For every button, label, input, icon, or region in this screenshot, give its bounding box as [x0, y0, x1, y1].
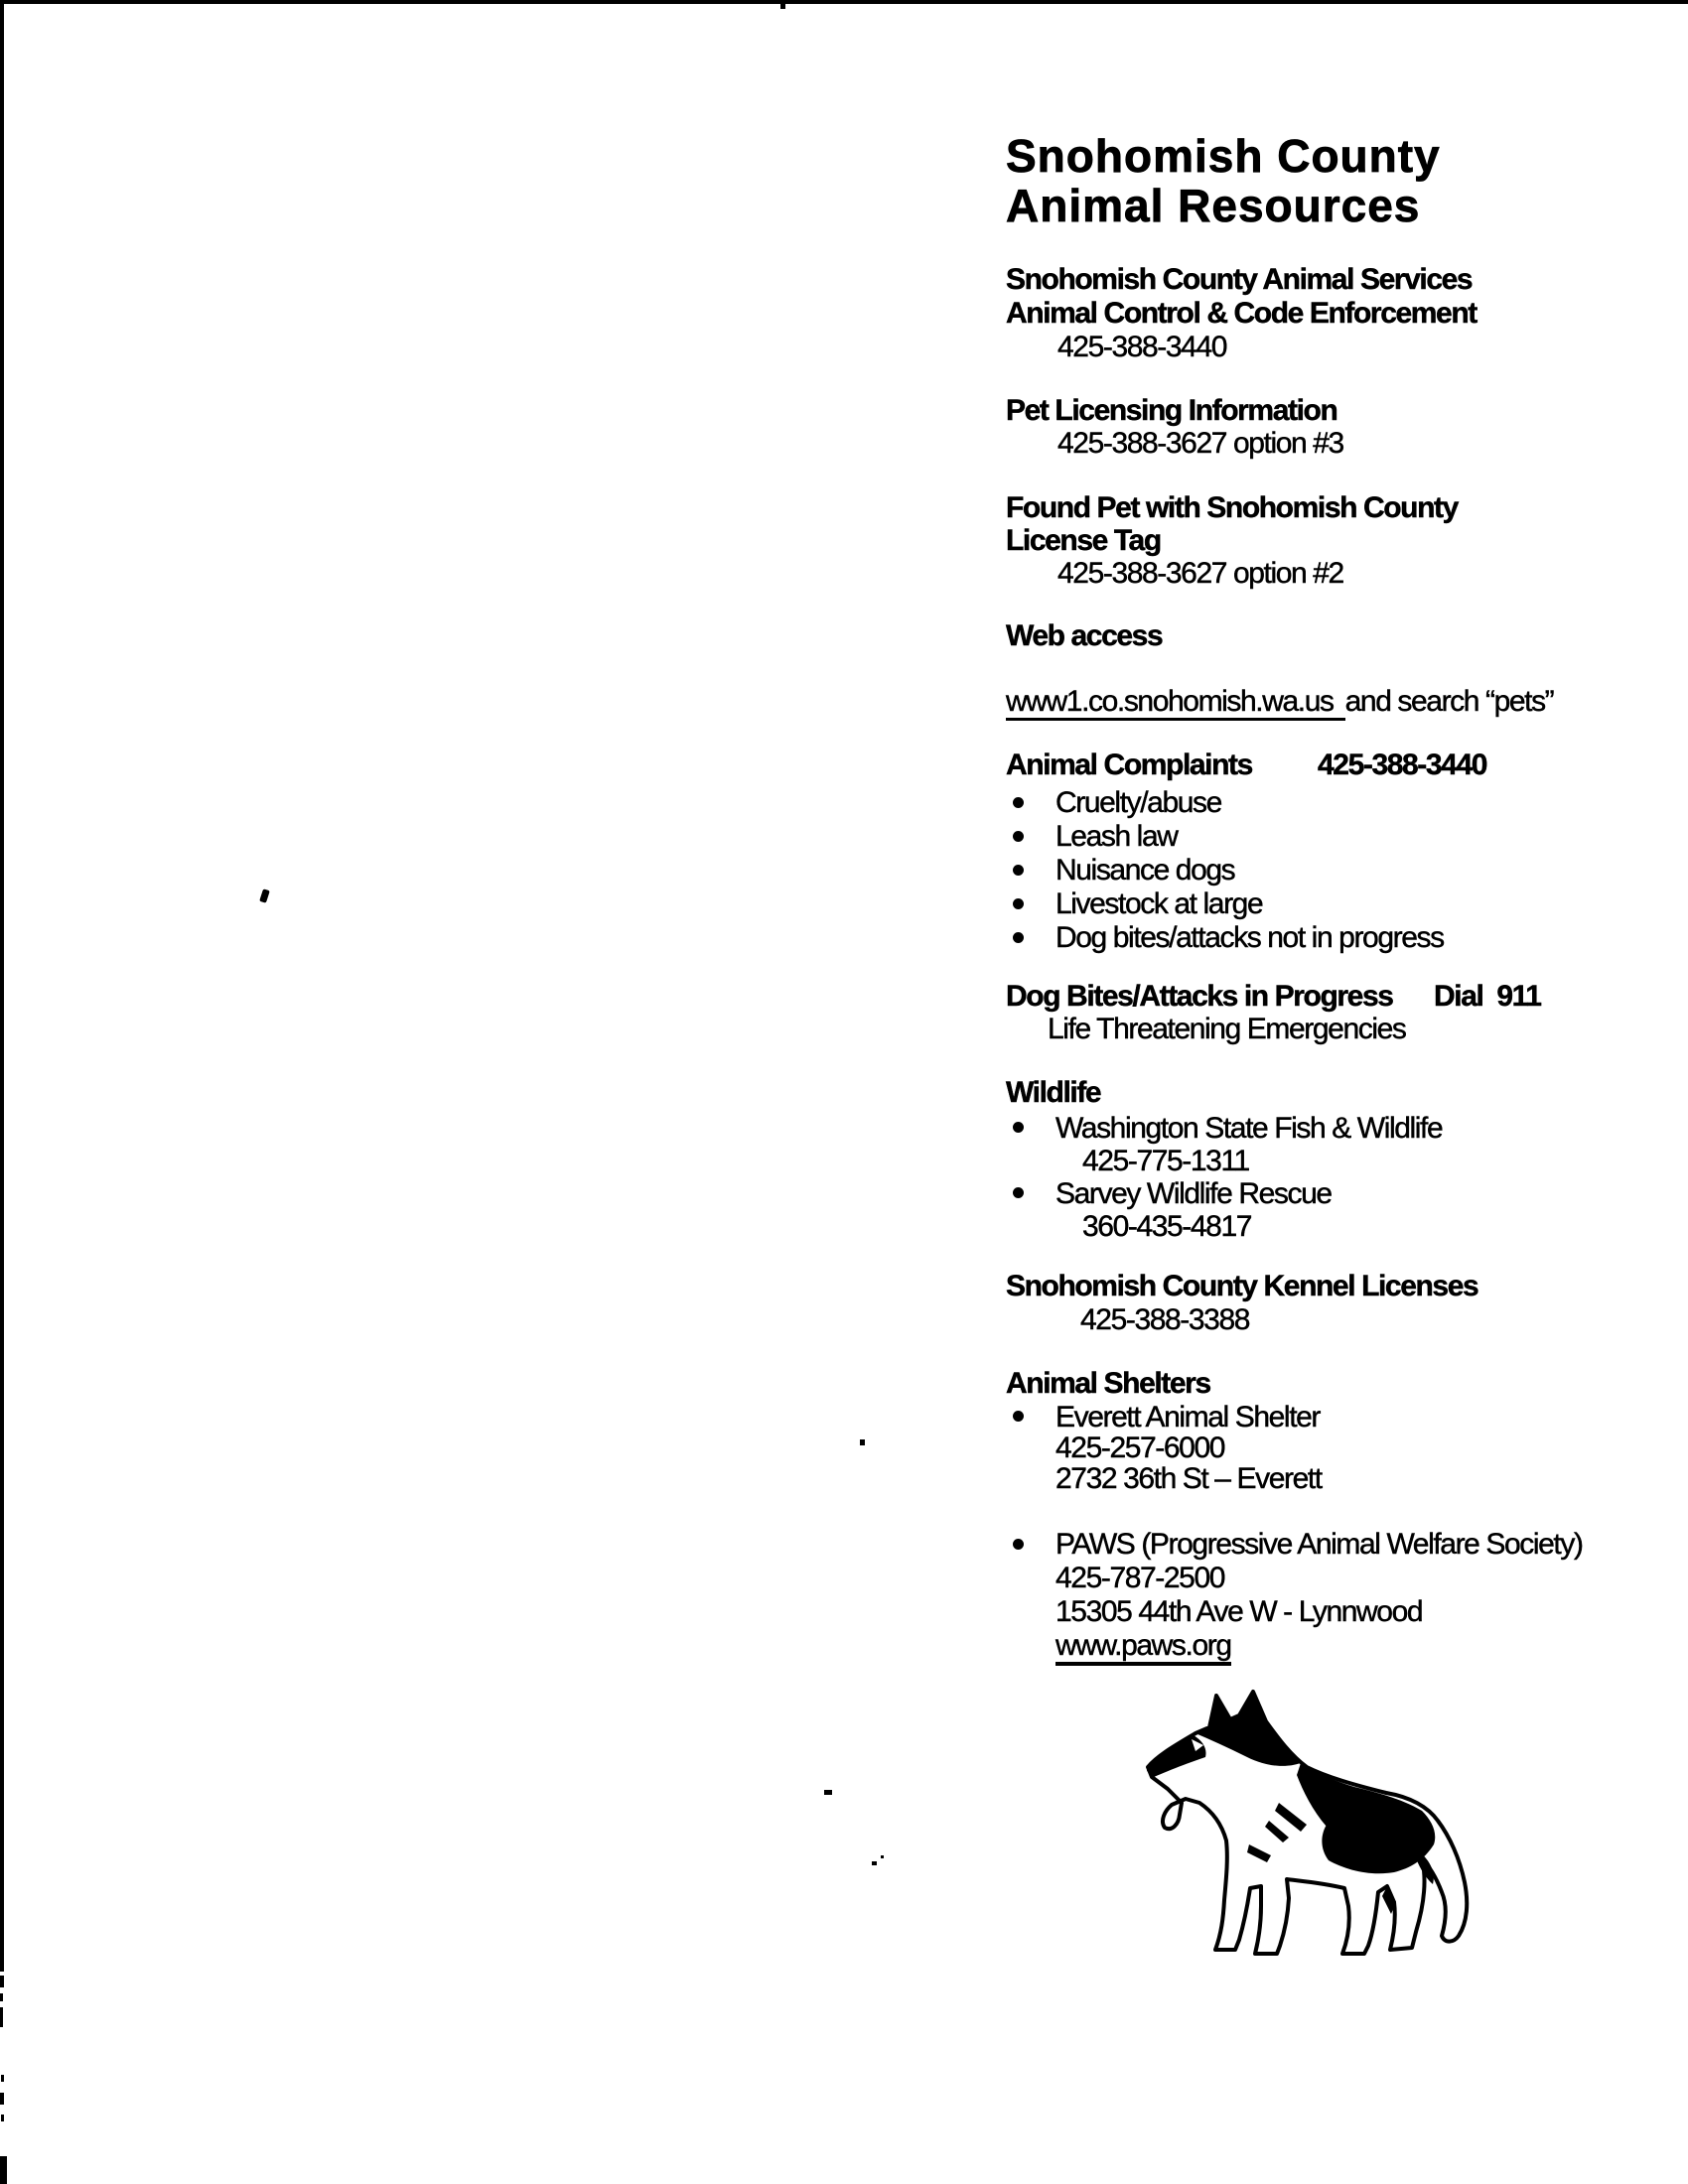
- list-item: [1006, 1177, 1621, 1210]
- animal-services-line1: Snohomish County Animal Services: [1006, 263, 1473, 296]
- list-item-label: Cruelty/abuse: [1055, 786, 1221, 819]
- scan-speck: [872, 1861, 877, 1865]
- web-access-suffix: and search “pets”: [1344, 685, 1554, 718]
- scan-edge-top: [0, 0, 1688, 4]
- scan-speck: [881, 1855, 884, 1858]
- list-item: [1006, 1402, 1621, 1433]
- scan-speck: [0, 2156, 7, 2184]
- section-found-pet: [1006, 491, 1621, 590]
- section-dog-bites: [1006, 980, 1621, 1045]
- scan-speck: [0, 1976, 4, 1987]
- list-item-label: Livestock at large: [1055, 887, 1263, 920]
- list-item: [1006, 1528, 1621, 1562]
- list-item: [1006, 820, 1621, 854]
- list-item-label: Dog bites/attacks not in progress: [1055, 921, 1444, 954]
- shelter-name: Everett Animal Shelter: [1055, 1401, 1321, 1433]
- bullet-icon: [1013, 797, 1024, 808]
- scan-speck: [1, 2075, 4, 2082]
- section-pet-licensing: [1006, 394, 1621, 460]
- list-item: [1006, 786, 1621, 820]
- animal-shelters-heading: Animal Shelters: [1006, 1367, 1210, 1400]
- shelter-address: 2732 36th St – Everett: [1055, 1462, 1322, 1495]
- found-pet-heading-line2: License Tag: [1006, 524, 1161, 557]
- wildlife-phone: 425-775-1311: [1082, 1145, 1249, 1177]
- section-kennel-licenses: [1006, 1270, 1621, 1337]
- list-item-label: Nuisance dogs: [1055, 854, 1235, 887]
- wildlife-phone: 360-435-4817: [1082, 1210, 1252, 1243]
- animal-services-line2: Animal Control & Code Enforcement: [1006, 297, 1477, 330]
- animal-complaints-list: [1006, 786, 1621, 955]
- shelter-name: PAWS (Progressive Animal Welfare Society): [1055, 1528, 1583, 1561]
- scan-speck: [1, 2115, 4, 2121]
- shelter-phone: 425-787-2500: [1055, 1562, 1225, 1594]
- dog-bites-heading: Dog Bites/Attacks in Progress: [1006, 980, 1393, 1013]
- shelter-phone: 425-257-6000: [1055, 1432, 1225, 1464]
- dog-bites-subtext: Life Threatening Emergencies: [1048, 1013, 1406, 1045]
- animal-services-phone: 425-388-3440: [1057, 331, 1227, 363]
- wildlife-heading: Wildlife: [1006, 1076, 1101, 1109]
- bullet-icon: [1013, 1122, 1024, 1133]
- list-item: [1006, 1112, 1621, 1145]
- pet-licensing-heading: Pet Licensing Information: [1006, 394, 1337, 427]
- kennel-licenses-phone: 425-388-3388: [1080, 1303, 1250, 1336]
- list-item-label: Sarvey Wildlife Rescue: [1055, 1177, 1332, 1210]
- section-animal-services: [1006, 263, 1621, 364]
- list-item: [1006, 921, 1621, 955]
- animal-complaints-heading: Animal Complaints: [1006, 749, 1252, 781]
- scan-speck: [780, 3, 785, 9]
- section-animal-complaints: [1006, 749, 1621, 782]
- bullet-icon: [1013, 1187, 1024, 1198]
- paws-url-text: www.paws.org: [1055, 1629, 1231, 1666]
- shelter-address: 15305 44th Ave W - Lynnwood: [1055, 1595, 1423, 1628]
- scan-speck: [0, 2007, 3, 2027]
- found-pet-phone: 425-388-3627 option #2: [1057, 557, 1343, 590]
- bullet-icon: [1013, 831, 1024, 842]
- scan-speck: [0, 1993, 3, 2001]
- list-item-label: Leash law: [1055, 820, 1178, 853]
- web-access-heading: Web access: [1006, 619, 1163, 652]
- scan-speck: [0, 2093, 4, 2105]
- bullet-icon: [1013, 1411, 1024, 1422]
- bullet-icon: [1013, 932, 1024, 943]
- county-website-link: www1.co.snohomish.wa.us: [1006, 685, 1345, 721]
- animal-complaints-phone: 425-388-3440: [1318, 749, 1487, 781]
- bullet-icon: [1013, 865, 1024, 876]
- german-shepherd-illustration: [1132, 1686, 1481, 1972]
- found-pet-heading-line1: Found Pet with Snohomish County: [1006, 491, 1458, 524]
- bullet-icon: [1013, 898, 1024, 909]
- scan-speck: [259, 888, 270, 903]
- page-title-line1: Snohomish County: [1006, 130, 1441, 182]
- list-item: [1006, 854, 1621, 887]
- page-title-line2: Animal Resources: [1006, 180, 1421, 231]
- web-access-line: [1006, 685, 1621, 719]
- kennel-licenses-heading: Snohomish County Kennel Licenses: [1006, 1270, 1478, 1302]
- pet-licensing-phone: 425-388-3627 option #3: [1057, 427, 1343, 460]
- shelter-paws: [1006, 1528, 1621, 1663]
- dog-bites-dial-911: Dial 911: [1434, 980, 1541, 1013]
- paws-website-link: [1006, 1629, 1621, 1663]
- shelter-everett: [1006, 1402, 1621, 1494]
- list-item: [1006, 887, 1621, 921]
- scan-edge-left: [0, 0, 4, 1972]
- scan-speck: [860, 1439, 865, 1445]
- page-title: [1006, 131, 1621, 230]
- scan-speck: [824, 1790, 832, 1795]
- bullet-icon: [1013, 1539, 1024, 1550]
- wildlife-list: [1006, 1112, 1621, 1243]
- list-item-label: Washington State Fish & Wildlife: [1055, 1112, 1443, 1145]
